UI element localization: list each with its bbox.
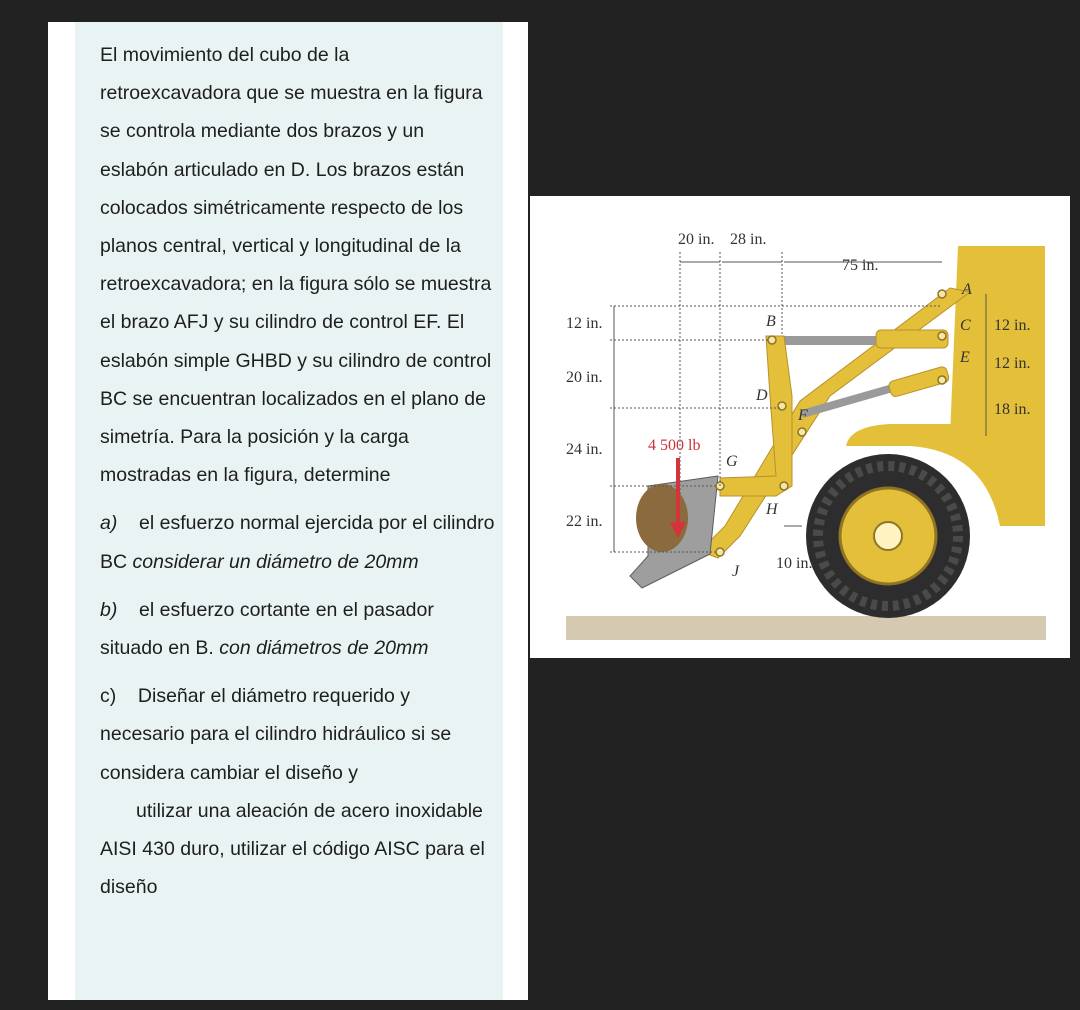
item-c [100, 677, 495, 792]
backhoe-diagram [530, 196, 1070, 658]
dim-right-3: 18 in. [994, 401, 1031, 418]
backhoe-figure [530, 196, 1070, 658]
item-b-label: b) [100, 598, 118, 621]
pin-f [798, 428, 806, 436]
dim-left-2: 20 in. [566, 369, 603, 386]
dim-left-4: 22 in. [566, 513, 603, 530]
dim-top-3: 75 in. [842, 257, 879, 274]
label-f: F [798, 407, 808, 424]
item-c-label: c) [100, 685, 117, 708]
item-a-text: el esfuerzo normal ejercida por el cilindro BC [100, 512, 495, 573]
pin-j [716, 548, 724, 556]
dim-top-2: 28 in. [730, 231, 767, 248]
label-a: A [962, 281, 972, 298]
item-a-note: considerar un diámetro de 20mm [132, 550, 419, 573]
item-c-text: Diseñar el diámetro requerido y necesario para el cilindro hidráulico si se considera cambiar el diseño y [100, 685, 452, 784]
dim-right-1: 12 in. [994, 317, 1031, 334]
dim-top-1: 20 in. [678, 231, 715, 248]
label-b: B [766, 313, 776, 330]
dim-right-2: 12 in. [994, 355, 1031, 372]
problem-statement [100, 36, 495, 906]
pin-e [938, 376, 946, 384]
link-ghbd [720, 336, 792, 496]
item-b-text: el esfuerzo cortante en el pasador situado en B. [100, 598, 434, 660]
label-g: G [726, 453, 738, 470]
item-b [100, 591, 495, 667]
pin-b [768, 336, 776, 344]
dim-left-1: 12 in. [566, 315, 603, 332]
pin-c [938, 332, 946, 340]
cylinder-bc [876, 330, 948, 348]
label-e: E [960, 349, 970, 366]
ground [566, 616, 1046, 640]
item-b-note: con diámetros de 20mm [219, 637, 429, 660]
pin-h [780, 482, 788, 490]
label-c: C [960, 317, 971, 334]
dim-left-3: 24 in. [566, 441, 603, 458]
pin-a [938, 290, 946, 298]
problem-intro: El movimiento del cubo de la retroexcavadora que se muestra en la figura se controla mediante dos brazos y un eslabón articulado en D. Los brazos están colocados simétricamente respecto de los planos central, vertical y longitudinal de la retroexcavadora; en la figura sólo se muestra el brazo AFJ y su cilindro de control EF. El eslabón simple GHBD y su cilindro de control BC se encuentran localizados en el plano de simetría. Para la posición y la carga mostradas en la figura, determine [100, 44, 492, 487]
bucket-load [636, 484, 688, 552]
item-a-label: a) [100, 512, 118, 535]
dim-bottom: 10 in. [776, 555, 813, 572]
item-a [100, 504, 495, 580]
label-h: H [766, 501, 778, 518]
wheel-hub [874, 522, 902, 550]
item-c-continued: utilizar una aleación de acero inoxidable AISI 430 duro, utilizar el código AISC para el diseño [100, 799, 485, 899]
label-j: J [732, 563, 740, 580]
label-d: D [756, 387, 768, 404]
load-label: 4 500 lb [648, 437, 701, 454]
pin-d [778, 402, 786, 410]
